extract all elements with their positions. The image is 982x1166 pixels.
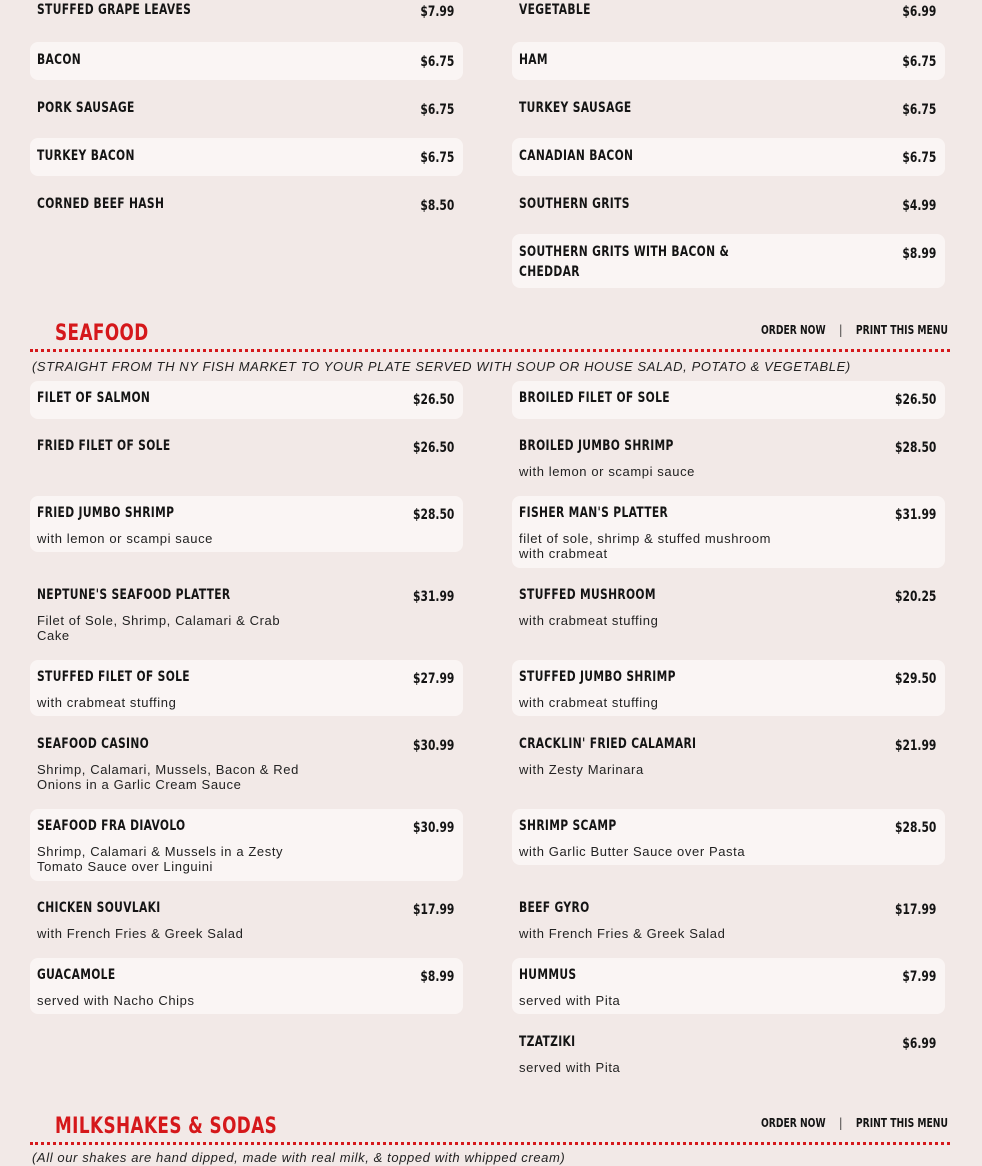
item-name: SEAFOOD CASINO bbox=[37, 736, 150, 752]
item-name: FRIED FILET OF SOLE bbox=[37, 438, 171, 454]
item-name: STUFFED FILET OF SOLE bbox=[37, 669, 190, 685]
item-name: VEGETABLE bbox=[519, 2, 591, 18]
item-description: with French Fries & Greek Salad bbox=[519, 926, 726, 941]
item-price: $8.50 bbox=[420, 198, 454, 214]
menu-item bbox=[30, 138, 463, 176]
item-price: $17.99 bbox=[894, 902, 936, 918]
item-price: $6.75 bbox=[902, 102, 936, 118]
print-menu-link[interactable]: PRINT THIS MENU bbox=[855, 323, 948, 337]
menu-item bbox=[30, 891, 463, 947]
item-name: FILET OF SALMON bbox=[37, 390, 151, 406]
item-name: HAM bbox=[519, 52, 548, 68]
menu-item bbox=[30, 429, 463, 485]
item-description: with crabmeat stuffing bbox=[37, 695, 177, 710]
item-price: $28.50 bbox=[894, 820, 936, 836]
item-name: HUMMUS bbox=[519, 967, 577, 983]
menu-item bbox=[512, 578, 945, 650]
order-now-link[interactable]: ORDER NOW bbox=[761, 1116, 826, 1130]
item-name: FISHER MAN'S PLATTER bbox=[519, 505, 669, 521]
item-price: $30.99 bbox=[412, 820, 454, 836]
section-divider bbox=[30, 1142, 950, 1145]
item-price: $27.99 bbox=[412, 671, 454, 687]
item-description: Filet of Sole, Shrimp, Calamari & Crab Cake bbox=[37, 613, 281, 643]
menu-item bbox=[30, 186, 463, 224]
item-name: BEEF GYRO bbox=[519, 900, 590, 916]
order-now-link[interactable]: ORDER NOW bbox=[761, 323, 826, 337]
item-price: $28.50 bbox=[412, 507, 454, 523]
item-description: with crabmeat stuffing bbox=[519, 613, 659, 628]
item-price: $6.75 bbox=[420, 102, 454, 118]
menu-item bbox=[512, 234, 945, 288]
section-divider bbox=[30, 349, 950, 352]
item-name: BACON bbox=[37, 52, 82, 68]
menu-item bbox=[30, 0, 463, 40]
item-name: SOUTHERN GRITS bbox=[519, 196, 630, 212]
section-title-seafood: SEAFOOD bbox=[55, 321, 149, 346]
print-menu-link[interactable]: PRINT THIS MENU bbox=[855, 1116, 948, 1130]
menu-item bbox=[512, 727, 945, 799]
menu-item bbox=[512, 381, 945, 419]
item-price: $6.99 bbox=[902, 4, 936, 20]
menu-item bbox=[30, 381, 463, 419]
item-price: $28.50 bbox=[894, 440, 936, 456]
item-name: STUFFED GRAPE LEAVES bbox=[37, 2, 192, 18]
item-price: $26.50 bbox=[894, 392, 936, 408]
item-description: served with Pita bbox=[519, 1060, 621, 1075]
item-name: SEAFOOD FRA DIAVOLO bbox=[37, 818, 186, 834]
item-name: FRIED JUMBO SHRIMP bbox=[37, 505, 175, 521]
item-description: Shrimp, Calamari, Mussels, Bacon & Red Onions in a Garlic Cream Sauce bbox=[37, 762, 299, 792]
item-name: CRACKLIN' FRIED CALAMARI bbox=[519, 736, 697, 752]
item-name: STUFFED MUSHROOM bbox=[519, 587, 656, 603]
menu-item bbox=[30, 42, 463, 80]
item-name: GUACAMOLE bbox=[37, 967, 116, 983]
section-note: (STRAIGHT FROM TH NY FISH MARKET TO YOUR PLATE SERVED WITH SOUP OR HOUSE SALAD, POTATO & VEGETABLE) bbox=[32, 359, 851, 374]
menu-item bbox=[512, 496, 945, 568]
item-description: served with Nacho Chips bbox=[37, 993, 195, 1008]
item-name: NEPTUNE'S SEAFOOD PLATTER bbox=[37, 587, 231, 603]
menu-item bbox=[512, 891, 945, 947]
item-price: $8.99 bbox=[420, 969, 454, 985]
item-name: PORK SAUSAGE bbox=[37, 100, 135, 116]
item-price: $4.99 bbox=[902, 198, 936, 214]
item-description: with French Fries & Greek Salad bbox=[37, 926, 244, 941]
menu-item bbox=[512, 809, 945, 865]
item-name: CORNED BEEF HASH bbox=[37, 196, 165, 212]
link-separator: | bbox=[839, 1116, 843, 1130]
menu-item bbox=[30, 727, 463, 799]
item-name: SHRIMP SCAMP bbox=[519, 818, 617, 834]
item-description: with crabmeat stuffing bbox=[519, 695, 659, 710]
item-price: $6.99 bbox=[902, 1036, 936, 1052]
item-description: Shrimp, Calamari & Mussels in a Zesty Tomato Sauce over Linguini bbox=[37, 844, 284, 874]
section-note: (All our shakes are hand dipped, made with real milk, & topped with whipped cream) bbox=[32, 1150, 566, 1165]
item-name: STUFFED JUMBO SHRIMP bbox=[519, 669, 676, 685]
menu-item bbox=[30, 90, 463, 128]
item-price: $6.75 bbox=[420, 150, 454, 166]
item-price: $31.99 bbox=[412, 589, 454, 605]
item-name: BROILED JUMBO SHRIMP bbox=[519, 438, 674, 454]
item-price: $21.99 bbox=[894, 738, 936, 754]
item-price: $6.75 bbox=[420, 54, 454, 70]
menu-item bbox=[30, 496, 463, 552]
item-price: $29.50 bbox=[894, 671, 936, 687]
item-price: $6.75 bbox=[902, 54, 936, 70]
menu-item bbox=[512, 1025, 945, 1081]
menu-item bbox=[512, 42, 945, 80]
link-separator: | bbox=[839, 323, 843, 337]
menu-item bbox=[30, 578, 463, 650]
item-price: $7.99 bbox=[902, 969, 936, 985]
item-description: with Garlic Butter Sauce over Pasta bbox=[519, 844, 746, 859]
item-name: TZATZIKI bbox=[519, 1034, 576, 1050]
item-description: with Zesty Marinara bbox=[519, 762, 644, 777]
menu-item bbox=[512, 958, 945, 1014]
item-price: $17.99 bbox=[412, 902, 454, 918]
menu-item bbox=[30, 809, 463, 881]
item-price: $30.99 bbox=[412, 738, 454, 754]
item-description: with lemon or scampi sauce bbox=[37, 531, 213, 546]
item-description: filet of sole, shrimp & stuffed mushroom with crabmeat bbox=[519, 531, 772, 561]
item-price: $20.25 bbox=[894, 589, 936, 605]
menu-item bbox=[512, 138, 945, 176]
section-title-milkshakes: MILKSHAKES & SODAS bbox=[55, 1114, 278, 1139]
item-price: $8.99 bbox=[902, 246, 936, 262]
item-name: TURKEY BACON bbox=[37, 148, 135, 164]
section-links bbox=[761, 1115, 948, 1131]
item-price: $6.75 bbox=[902, 150, 936, 166]
item-name: TURKEY SAUSAGE bbox=[519, 100, 632, 116]
section-links bbox=[761, 322, 948, 338]
menu-item bbox=[512, 660, 945, 716]
menu-item bbox=[30, 958, 463, 1014]
item-price: $26.50 bbox=[412, 440, 454, 456]
item-description: served with Pita bbox=[519, 993, 621, 1008]
item-name: CHICKEN SOUVLAKI bbox=[37, 900, 161, 916]
menu-item bbox=[512, 90, 945, 128]
menu-item bbox=[30, 660, 463, 716]
item-name: SOUTHERN GRITS WITH BACON & CHEDDAR bbox=[519, 244, 730, 280]
item-price: $31.99 bbox=[894, 507, 936, 523]
item-price: $26.50 bbox=[412, 392, 454, 408]
item-description: with lemon or scampi sauce bbox=[519, 464, 695, 479]
item-name: BROILED FILET OF SOLE bbox=[519, 390, 670, 406]
item-name: CANADIAN BACON bbox=[519, 148, 634, 164]
menu-item bbox=[512, 429, 945, 485]
menu-item bbox=[512, 186, 945, 224]
item-price: $7.99 bbox=[420, 4, 454, 20]
menu-item bbox=[512, 0, 945, 40]
